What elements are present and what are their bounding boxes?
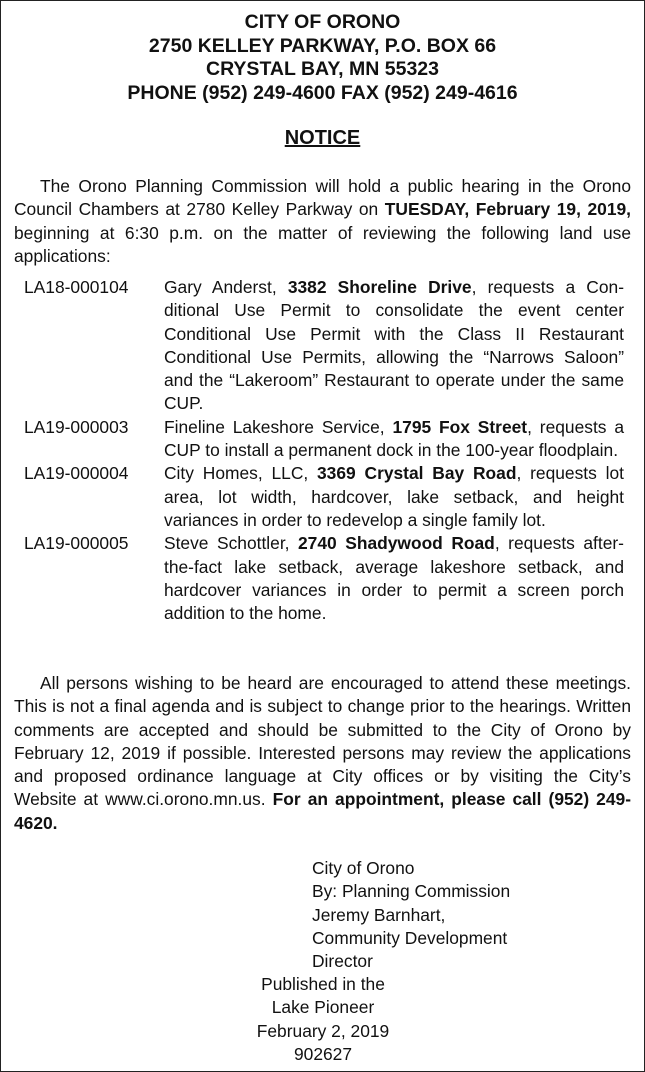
application-item: [14, 532, 631, 625]
intro-text-2: beginning at 6:30 p.m. on the matter of reviewing the following land use applications:: [14, 222, 631, 266]
publication-line: Published in the: [261, 974, 385, 994]
applicant: Fineline Lakeshore Service,: [164, 416, 393, 437]
application-id: LA18-000104: [24, 277, 129, 297]
application-description: [164, 462, 624, 532]
applications-list: [14, 276, 631, 625]
application-id: LA19-000003: [24, 416, 129, 437]
applicant: City Homes, LLC,: [164, 463, 318, 484]
application-item: [14, 276, 631, 416]
application-id: LA19-000004: [24, 463, 129, 484]
phone-fax: PHONE (952) 249-4600 FAX (952) 249-4616: [127, 81, 518, 104]
application-request: , requests after-the-fact lake setback, average lakeshore setback, and hardcover variances in order to permit a screen porch addition to the home.: [164, 533, 624, 624]
applicant: Gary Anderst,: [164, 277, 288, 297]
publication-block: [223, 973, 423, 1066]
signature-block: [312, 857, 510, 973]
application-address: 1795 Fox Street: [392, 416, 528, 437]
notice-title: NOTICE: [284, 127, 361, 149]
appointment-line: For an appointment, please call (952) 249-4620.: [14, 789, 631, 833]
signature-line: City of Orono: [312, 858, 415, 878]
application-request: , requests a Conditional Use Permit to consolidate the event center Conditional Use Permit with the Class II Restaurant Conditional Use Permits, allowing the “Narrows Saloon” and the “Lakeroom” Restaurant to operate under the same CUP.: [164, 277, 624, 414]
application-item: [14, 416, 631, 463]
signature-line: Director: [312, 951, 373, 972]
city-name: CITY OF ORONO: [244, 11, 401, 33]
publication-number: 902627: [293, 1043, 353, 1064]
applicant: Steve Schottler,: [164, 533, 299, 554]
signature-line: By: Planning Commission: [312, 881, 511, 902]
closing-text: All persons wishing to be heard are encouraged to attend these meetings. This is not a final agenda and is subject to change prior to the hearings. Written comments are accepted and should be submitted to the City of Orono by February 12, 2019 if possible. Interested persons may review the applications and proposed ordinance language at City offices or by visiting the City’s Website at www.ci.orono.mn.us.: [14, 673, 631, 810]
intro-paragraph: [14, 175, 631, 268]
signature-line: Jeremy Barnhart,: [312, 904, 446, 925]
application-description: [164, 276, 624, 416]
publication-name: Lake Pioneer: [271, 997, 375, 1018]
application-address: 3382 Shoreline Drive: [287, 277, 472, 297]
intro-text-1: The Orono Planning Commission will hold a public hearing in the Orono Council Chambers at 2780 Kelley Parkway on: [14, 176, 631, 220]
signature-line: Community Development: [312, 927, 508, 948]
application-address: 2740 Shadywood Road: [298, 533, 495, 554]
letterhead: [1, 11, 644, 105]
application-id: LA19-000005: [24, 533, 129, 554]
application-address: 3369 Crystal Bay Road: [317, 463, 517, 484]
application-description: [164, 416, 624, 463]
publication-date: February 2, 2019: [256, 1020, 390, 1041]
city-state-zip: CRYSTAL BAY, MN 55323: [205, 58, 439, 80]
hearing-date: TUESDAY, February 19, 2019,: [384, 199, 632, 220]
application-item: [14, 462, 631, 532]
application-request: , requests a CUP to install a permanent dock in the 100-year floodplain.: [164, 416, 624, 461]
application-request: , requests lot area, lot width, hardcover, lake setback, and height variances in order to redevelop a single family lot.: [164, 463, 624, 530]
application-description: [164, 532, 624, 625]
closing-paragraph: [14, 672, 631, 835]
street-address: 2750 KELLEY PARKWAY, P.O. BOX 66: [148, 34, 497, 57]
